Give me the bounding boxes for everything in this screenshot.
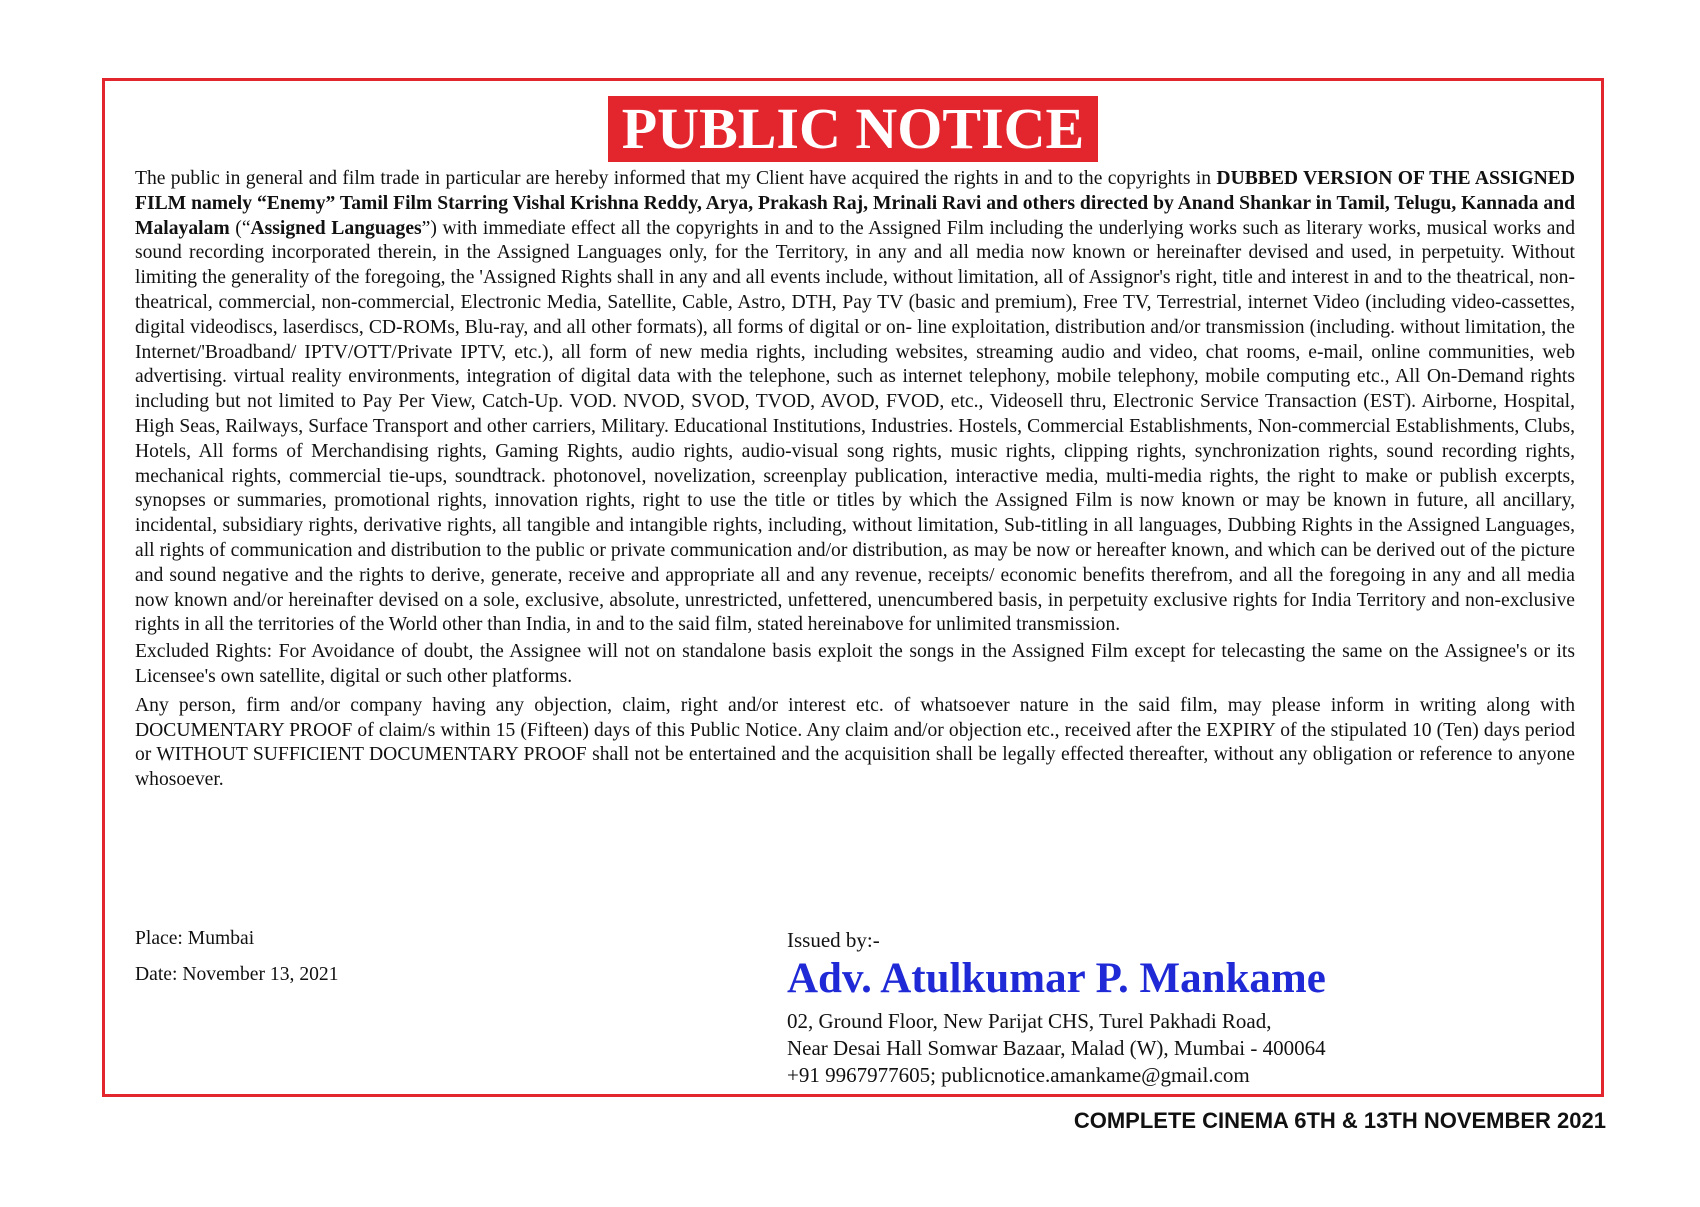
para1-film-details: DUBBED VERSION OF THE ASSIGNED FILM namely “Enemy” Tamil Film Starring Vishal Krishna Reddy, Arya, Prakash Raj, Mrinali Ravi and others directed by Anand Shankar in Tamil, Telugu, Kannada and Malayalam [135,168,1575,239]
para1-lead: The public in general and film trade in particular are hereby informed that my Client have acquired the rights in and to the copyrights in [135,168,1217,189]
title-wrap [105,96,1601,162]
notice-box [102,78,1604,1097]
place-label: Place: Mumbai [135,928,255,949]
paragraph-rights [135,167,1575,638]
publication-footer: COMPLETE CINEMA 6TH & 13TH NOVEMBER 2021 [1073,1108,1606,1133]
contact-line: +91 9967977605; publicnotice.amankame@gmail.com [787,1063,1250,1087]
notice-title: PUBLIC NOTICE [608,96,1098,162]
para1-mid: (“ [229,217,251,239]
address-line-2: Near Desai Hall Somwar Bazaar, Malad (W), Mumbai - 400064 [787,1036,1326,1060]
notice-body [135,167,1575,795]
paragraph-objection: Any person, firm and/or company having any objection, claim, right and/or interest etc. of whatsoever nature in the said film, may please inform in writing along with DOCUMENTARY PROOF of claim/s within 15 (Fifteen) days of this Public Notice. Any claim and/or objection etc., received after the EXPIRY of the stipulated 10 (Ten) days period or WITHOUT SUFFICIENT DOCUMENTARY PROOF shall not be entertained and the acquisition shall be legally effected thereafter, without any obligation or reference to anyone whosoever. [135,694,1575,791]
date-label: Date: November 13, 2021 [135,964,339,985]
address-line-1: 02, Ground Floor, New Parijat CHS, Turel Pakhadi Road, [787,1009,1272,1033]
paragraph-excluded-rights: Excluded Rights: For Avoidance of doubt, the Assignee will not on standalone basis exploit the songs in the Assigned Film except for telecasting the same on the Assignee's or its Licensee's own satellite, digital or such other platforms. [135,641,1575,687]
para1-assigned-languages: Assigned Languages [250,217,422,239]
para1-rest: ”) with immediate effect all the copyrights in and to the Assigned Film including the underlying works such as literary works, musical works and sound recording incorporated therein, in the Assigned Languages only, for the Territory, in any and all media now known or hereinafter devised and used, in perpetuity. Without limiting the generality of the foregoing, the 'Assigned Rights shall in any and all events include, without limitation, all of Assignor's right, title and interest in and to the theatrical, non-theatrical, commercial, non-commercial, Electronic Media, Satellite, Cable, Astro, DTH, Pay TV (basic and premium), Free TV, Terrestrial, internet Video (including video-cassettes, digital videodiscs, laserdiscs, CD-ROMs, Blu-ray, and all other formats), all forms of digital or on- line exploitation, distribution and/or transmission (including. without limitation, the Internet/'Broadband/ IPTV/OTT/Private IPTV, etc.), all form of new media rights, including websites, streaming audio and video, chat rooms, e-mail, online communities, web advertising. virtual reality environments, integration of digital data with the telephone, such as internet telephony, mobile telephony, mobile computing etc., All On-Demand rights including but not limited to Pay Per View, Catch-Up. VOD. NVOD, SVOD, TVOD, AVOD, FVOD, etc., Videosell thru, Electronic Service Transaction (EST). Airborne, Hospital, High Seas, Railways, Surface Transport and other carriers, Military. Educational Institutions, Industries. Hostels, Commercial Establishments, Non-commercial Establishments, Clubs, Hotels, All forms of Merchandising rights, Gaming Rights, audio rights, audio-visual song rights, music rights, clipping rights, synchronization rights, sound recording rights, mechanical rights, commercial tie-ups, soundtrack. photonovel, novelization, screenplay publication, interactive media, multi-media rights, the right to make or publish excerpts, synopses or summaries, promotional rights, innovation rights, right to use the title or titles by which the Assigned Film is now known or may be known in future, all ancillary, incidental, subsidiary rights, derivative rights, all tangible and intangible rights, including, without limitation, Sub-titling in all languages, Dubbing Rights in the Assigned Languages, all rights of communication and distribution to the public or private communication and/or distribution, as may be now or hereafter known, and which can be derived out of the picture and sound negative and the rights to derive, generate, receive and appropriate all and any revenue, receipts/ economic benefits therefrom, and all the foregoing in any and all media now known and/or hereinafter devised on a sole, exclusive, absolute, unrestricted, unfettered, unencumbered basis, in perpetuity exclusive rights for India Territory and non-exclusive rights in all the territories of the World other than India, in and to the said film, stated hereinabove for unlimited transmission. [135,217,1576,636]
issued-by-label: Issued by:- [787,928,880,952]
advocate-name: Adv. Atulkumar P. Mankame [787,955,1326,1002]
